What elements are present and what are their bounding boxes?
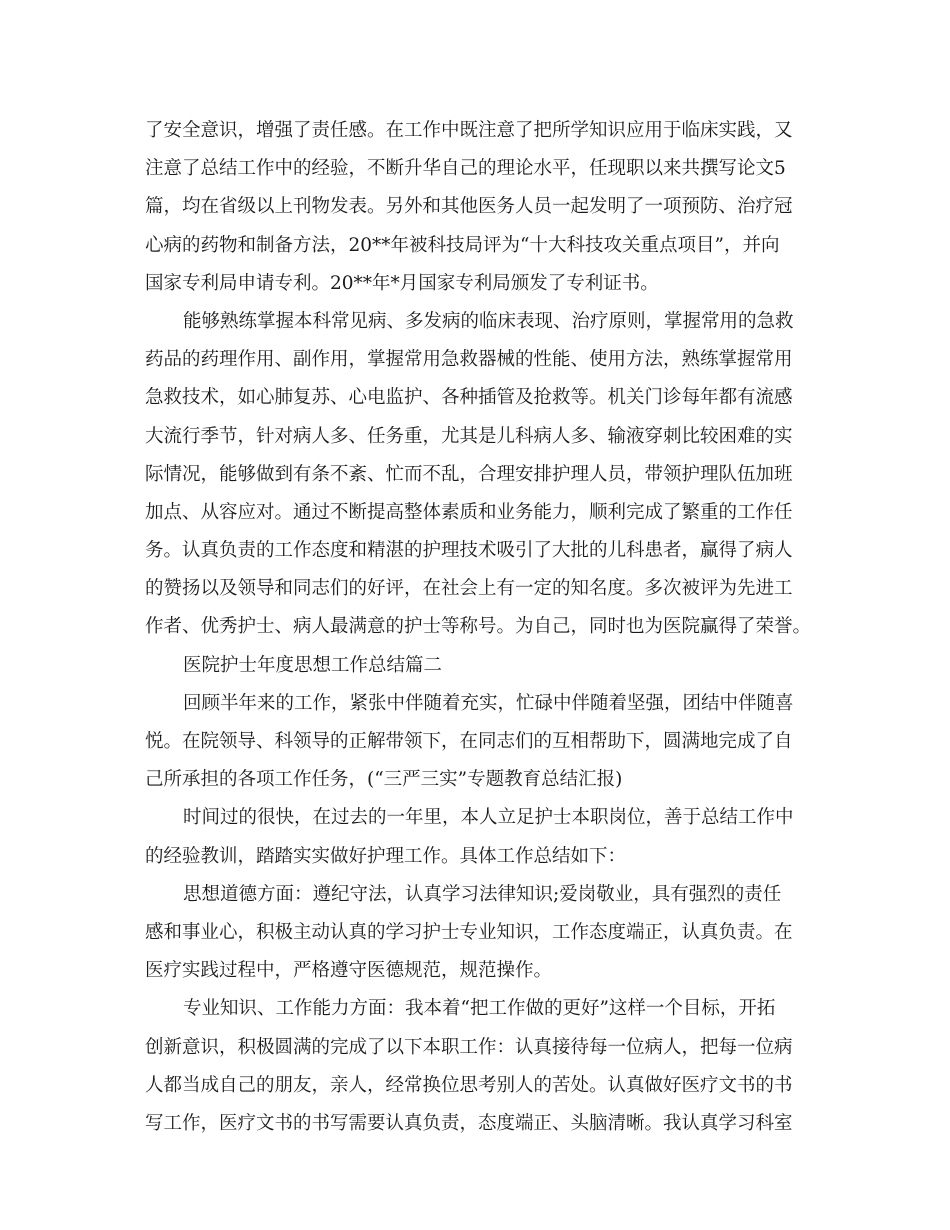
- text-line: 药品的药理作用、副作用，掌握常用急救器械的性能、使用方法，熟练掌握常用: [145, 349, 793, 371]
- paragraph-first-line: 时间过的很快，在过去的一年里，本人立足护士本职岗位，善于总结工作中: [183, 807, 794, 829]
- text-line: 急救技术，如心肺复苏、心电监护、各种插管及抢救等。机关门诊每年都有流感: [145, 387, 793, 409]
- text-line: 国家专利局申请专利。20**年*月国家专利局颁发了专利证书。: [145, 272, 659, 294]
- text-line: 篇，均在省级以上刊物发表。另外和其他医务人员一起发明了一项预防、治疗冠: [145, 196, 793, 218]
- text-line: 加点、从容应对。通过不断提高整体素质和业务能力，顺利完成了繁重的工作任: [145, 501, 793, 523]
- text-line: 的赞扬以及领导和同志们的好评，在社会上有一定的知名度。多次被评为先进工: [145, 578, 793, 600]
- paragraph-first-line: 能够熟练掌握本科常见病、多发病的临床表现、治疗原则，掌握常用的急救: [183, 310, 794, 332]
- text-line: 创新意识，积极圆满的完成了以下本职工作：认真接待每一位病人，把每一位病: [145, 1036, 793, 1058]
- text-line: 人都当成自己的朋友，亲人，经常换位思考别人的苦处。认真做好医疗文书的书: [145, 1074, 793, 1096]
- paragraph-first-line: 专业知识、工作能力方面：我本着“把工作做的更好”这样一个目标，开拓: [183, 998, 776, 1020]
- text-line: 心病的药物和制备方法，20**年被科技局评为“十大科技攻关重点项目”，并向: [145, 234, 780, 256]
- section-heading: 医院护士年度思想工作总结篇二: [183, 654, 443, 676]
- text-line: 注意了总结工作中的经验，不断升华自己的理论水平，任现职以来共撰写论文5: [145, 158, 786, 180]
- paragraph-first-line: 思想道德方面：遵纪守法，认真学习法律知识;爱岗敬业，具有强烈的责任: [183, 883, 782, 905]
- text-line: 了安全意识，增强了责任感。在工作中既注意了把所学知识应用于临床实践，又: [145, 120, 793, 141]
- text-line: 务。认真负责的工作态度和精湛的护理技术吸引了大批的儿科患者，赢得了病人: [145, 540, 793, 562]
- text-line: 医疗实践过程中，严格遵守医德规范，规范操作。: [145, 960, 553, 982]
- document-body: [145, 112, 810, 1143]
- text-line: 写工作，医疗文书的书写需要认真负责，态度端正、头脑清晰。我认真学习科室: [145, 1112, 793, 1134]
- text-line: 大流行季节，针对病人多、任务重，尤其是儿科病人多、输液穿刺比较困难的实: [145, 425, 793, 447]
- text-line: 己所承担的各项工作任务，(“三严三实”专题教育总结汇报): [145, 769, 623, 791]
- text-line: 作者、优秀护士、病人最满意的护士等称号。为自己，同时也为医院赢得了荣誉。: [145, 616, 812, 638]
- paragraph-first-line: 回顾半年来的工作，紧张中伴随着充实，忙碌中伴随着坚强，团结中伴随喜: [183, 692, 794, 714]
- text-line: 悦。在院领导、科领导的正解带领下，在同志们的互相帮助下，圆满地完成了自: [145, 731, 793, 752]
- text-line: 感和事业心，积极主动认真的学习护士专业知识，工作态度端正，认真负责。在: [145, 921, 793, 943]
- text-line: 际情况，能够做到有条不紊、忙而不乱，合理安排护理人员，带领护理队伍加班: [145, 463, 793, 485]
- text-line: 的经验教训，踏踏实实做好护理工作。具体工作总结如下：: [145, 845, 627, 867]
